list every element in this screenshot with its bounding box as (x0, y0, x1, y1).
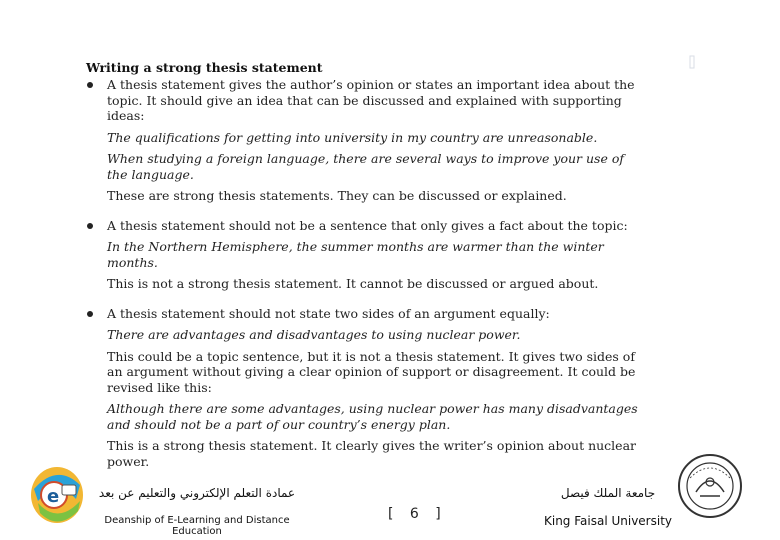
body-text: These are strong thesis statements. They can be discussed or explained. (107, 188, 567, 203)
body-text: A thesis statement should not state two sides of an argument equally: (107, 305, 550, 321)
body-text: This is a strong thesis statement. It clearly gives the writer’s opinion about nuclear power. (107, 438, 636, 469)
page-number: [ 6 ] (388, 506, 447, 522)
bullet-item (86, 77, 646, 204)
document-body (86, 60, 646, 469)
university-arabic: جامعة الملك فيصل (560, 486, 656, 500)
example-sentence: In the Northern Hemisphere, the summer months are warmer than the winter months. (107, 239, 604, 270)
bullet-dot (87, 82, 93, 88)
example-sentence: The qualifications for getting into university in my country are unreasonable. (107, 129, 598, 145)
bullet-item (86, 218, 646, 292)
university-english: King Faisal University (543, 514, 672, 528)
bullet-dot (87, 223, 93, 229)
svg-text:e: e (47, 486, 60, 507)
page-corner-mark (688, 55, 696, 69)
deanship-arabic: عمادة التعلم الإلكتروني والتعليم عن بعد (98, 486, 296, 500)
deanship-english: Deanship of E-Learning and Distance Education (104, 515, 290, 537)
example-sentence: There are advantages and disadvantages to using nuclear power. (107, 327, 521, 342)
body-text: A thesis statement gives the author’s opinion or states an important idea about the topic. It should give an idea that can be discussed and explained with supporting ideas: (107, 77, 635, 123)
example-sentence: Although there are some advantages, using nuclear power has many disadvantages and should not be a part of our country’s energy plan. (107, 401, 638, 432)
body-text: This could be a topic sentence, but it is not a thesis statement. It gives two sides of an argument without giving a clear opinion of support or disagreement. It could be revised like this: (107, 348, 636, 395)
university-label (528, 486, 688, 528)
bullet-list (86, 77, 646, 469)
body-text: This is not a strong thesis statement. It cannot be discussed or argued about. (107, 276, 599, 291)
section-heading: Writing a strong thesis statement (86, 60, 323, 75)
bullet-item (86, 306, 646, 470)
body-text: A thesis statement should not be a sentence that only gives a fact about the topic: (107, 217, 628, 233)
bullet-dot (87, 311, 93, 317)
university-seal-icon (676, 452, 744, 520)
example-sentence: When studying a foreign language, there are several ways to improve your use of the language. (107, 151, 624, 182)
deanship-label (78, 486, 316, 537)
